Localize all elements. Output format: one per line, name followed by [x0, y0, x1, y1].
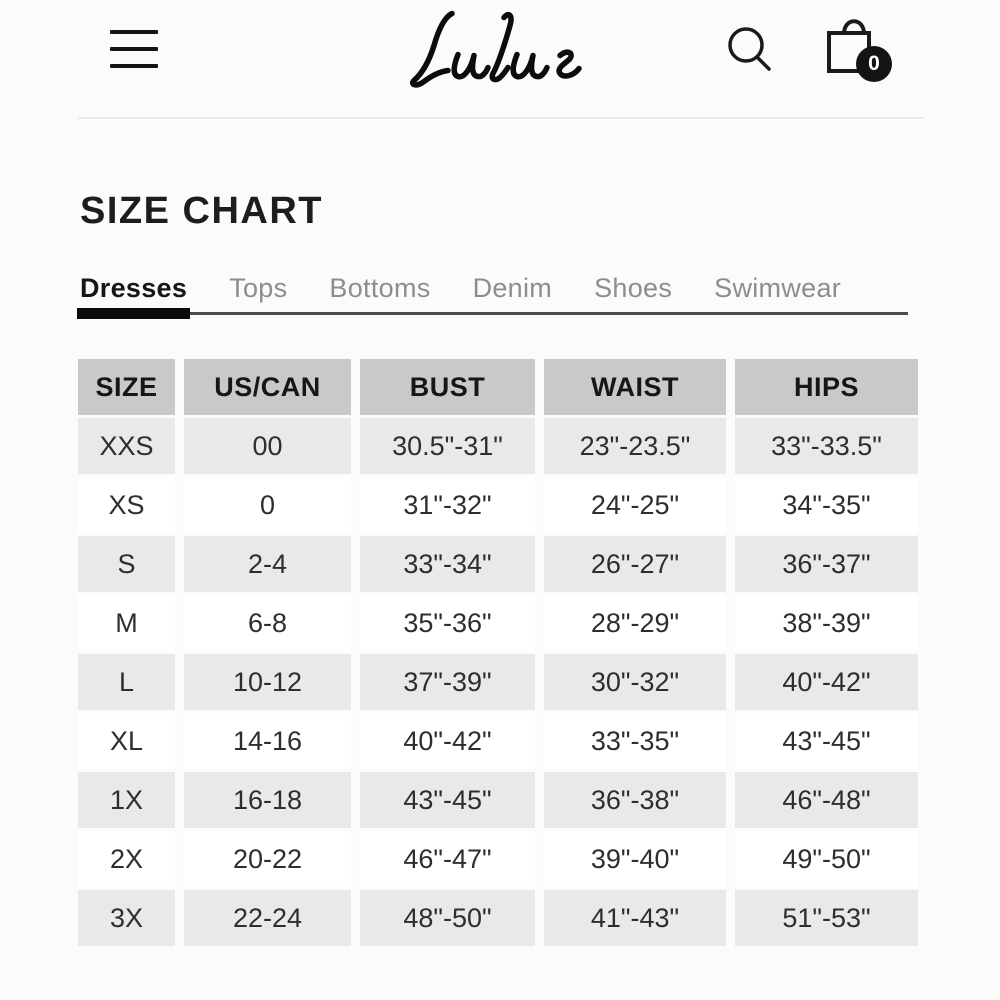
app-header	[0, 0, 1000, 118]
table-cell: 38"-39"	[735, 595, 918, 654]
table-row-1x	[78, 772, 918, 831]
table-cell: 31"-32"	[360, 477, 544, 536]
table-cell: 16-18	[184, 772, 360, 831]
table-cell: 1X	[78, 772, 184, 831]
tab-bottoms[interactable]: Bottoms	[329, 273, 431, 303]
table-cell: 49"-50"	[735, 831, 918, 890]
table-row-2x	[78, 831, 918, 890]
menu-icon[interactable]	[110, 30, 158, 68]
table-cell: M	[78, 595, 184, 654]
table-row-l	[78, 654, 918, 713]
table-cell: 2-4	[184, 536, 360, 595]
table-cell: 46"-47"	[360, 831, 544, 890]
table-cell: 23"-23.5"	[544, 418, 735, 477]
lulus-logo-script	[400, 6, 600, 94]
table-cell: L	[78, 654, 184, 713]
category-tabs	[80, 273, 908, 323]
column-header-size: SIZE	[78, 359, 184, 418]
table-cell: 0	[184, 477, 360, 536]
table-cell: 14-16	[184, 713, 360, 772]
table-cell: 37"-39"	[360, 654, 544, 713]
table-cell: 30.5"-31"	[360, 418, 544, 477]
table-cell: 20-22	[184, 831, 360, 890]
table-cell: 33"-35"	[544, 713, 735, 772]
table-cell: 00	[184, 418, 360, 477]
table-cell: 36"-37"	[735, 536, 918, 595]
tab-shoes[interactable]: Shoes	[594, 273, 673, 303]
tabs-underline	[80, 312, 908, 315]
table-cell: 10-12	[184, 654, 360, 713]
lulus-logo[interactable]	[400, 6, 600, 94]
table-cell: 46"-48"	[735, 772, 918, 831]
table-row-xs	[78, 477, 918, 536]
table-row-m	[78, 595, 918, 654]
tab-dresses[interactable]: Dresses	[80, 273, 188, 303]
table-cell: XL	[78, 713, 184, 772]
tab-list	[80, 273, 908, 304]
table-row-3x	[78, 890, 918, 949]
table-cell: 41"-43"	[544, 890, 735, 949]
table-cell: 51"-53"	[735, 890, 918, 949]
table-cell: 40"-42"	[360, 713, 544, 772]
size-table	[78, 359, 918, 949]
cart-count-badge: 0	[856, 46, 892, 82]
table-cell: 33"-34"	[360, 536, 544, 595]
table-cell: 35"-36"	[360, 595, 544, 654]
column-header-bust: BUST	[360, 359, 544, 418]
size-table-container	[78, 359, 1000, 949]
table-cell: 40"-42"	[735, 654, 918, 713]
table-cell: 26"-27"	[544, 536, 735, 595]
column-header-hips: HIPS	[735, 359, 918, 418]
table-cell: 30"-32"	[544, 654, 735, 713]
table-row-xxs	[78, 418, 918, 477]
tab-tops[interactable]: Tops	[229, 273, 288, 303]
table-cell: 24"-25"	[544, 477, 735, 536]
table-row-s	[78, 536, 918, 595]
cart-button[interactable]	[820, 14, 894, 84]
table-header-row	[78, 359, 918, 418]
table-row-xl	[78, 713, 918, 772]
search-icon[interactable]	[722, 22, 776, 76]
table-body	[78, 418, 918, 949]
table-cell: 39"-40"	[544, 831, 735, 890]
table-cell: S	[78, 536, 184, 595]
table-cell: 22-24	[184, 890, 360, 949]
table-cell: 2X	[78, 831, 184, 890]
table-cell: 33"-33.5"	[735, 418, 918, 477]
table-cell: 48"-50"	[360, 890, 544, 949]
tab-denim[interactable]: Denim	[472, 273, 553, 303]
table-cell: 43"-45"	[735, 713, 918, 772]
table-cell: XS	[78, 477, 184, 536]
table-cell: 43"-45"	[360, 772, 544, 831]
column-header-waist: WAIST	[544, 359, 735, 418]
header-divider	[78, 117, 923, 119]
table-cell: XXS	[78, 418, 184, 477]
table-cell: 28"-29"	[544, 595, 735, 654]
tab-swimwear[interactable]: Swimwear	[714, 273, 842, 303]
column-header-us-can: US/CAN	[184, 359, 360, 418]
table-cell: 6-8	[184, 595, 360, 654]
page-title: SIZE CHART	[80, 190, 323, 232]
table-cell: 3X	[78, 890, 184, 949]
table-cell: 36"-38"	[544, 772, 735, 831]
table-cell: 34"-35"	[735, 477, 918, 536]
